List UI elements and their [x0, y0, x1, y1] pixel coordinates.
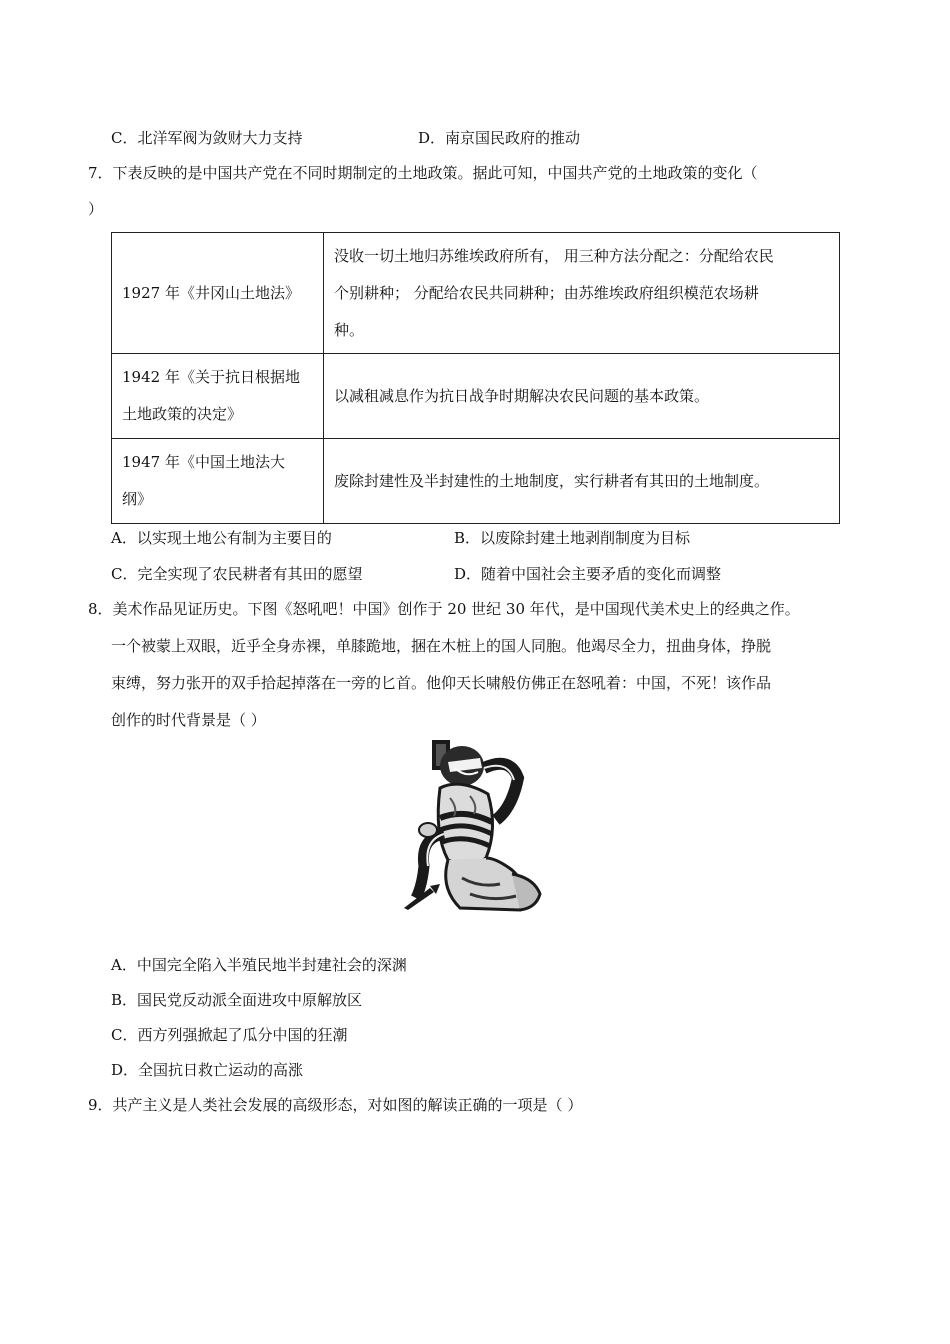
q8-stem-line2: 一个被蒙上双眼，近乎全身赤裸，单膝跪地，捆在木桩上的国人同胞。他竭尽全力，扭曲身体，挣脱	[111, 637, 772, 655]
q7-option-c: C．完全实现了农民耕者有其田的愿望	[111, 565, 363, 583]
q8-option-c: C．西方列强掀起了瓜分中国的狂潮	[111, 1026, 348, 1044]
period-cell	[112, 439, 324, 524]
q7-option-a: A．以实现土地公有制为主要目的	[111, 529, 332, 547]
q8-stem-line4: 创作的时代背景是（ ）	[111, 711, 266, 729]
q7-stem-line1: 7．下表反映的是中国共产党在不同时期制定的土地政策。据此可知，中国共产党的土地政策的变化（	[88, 164, 758, 182]
q9-stem-line1: 9．共产主义是人类社会发展的高级形态，对如图的解读正确的一项是（ ）	[88, 1096, 583, 1114]
policy-cell	[324, 233, 840, 354]
period-line: 1942 年《关于抗日根据地	[122, 368, 300, 386]
q8-option-a: A．中国完全陷入半殖民地半封建社会的深渊	[111, 956, 407, 974]
roar-china-woodcut-image	[400, 738, 550, 916]
period-cell	[112, 354, 324, 439]
policy-line: 没收一切土地归苏维埃政府所有， 用三种方法分配之：分配给农民	[334, 246, 774, 265]
policy-line: 种。	[334, 320, 365, 339]
q7-option-b: B．以废除封建土地剥削制度为目标	[454, 529, 691, 547]
period-cell: 1927 年《井冈山土地法》	[112, 233, 324, 354]
q6-option-d: D．南京国民政府的推动	[418, 129, 581, 147]
land-policy-table	[111, 232, 840, 524]
q7-stem-line2: ）	[88, 200, 104, 218]
table-row	[112, 233, 840, 354]
period-line: 1947 年《中国土地法大	[122, 453, 285, 471]
q8-stem-line1: 8．美术作品见证历史。下图《怒吼吧！中国》创作于 20 世纪 30 年代，是中国现代美术史上的经典之作。	[88, 600, 800, 618]
table-row	[112, 439, 840, 524]
policy-cell: 废除封建性及半封建性的土地制度，实行耕者有其田的土地制度。	[324, 439, 840, 524]
q6-option-c: C．北洋军阀为敛财大力支持	[111, 129, 303, 147]
period-line: 土地政策的决定》	[122, 405, 243, 423]
q7-option-d: D．随着中国社会主要矛盾的变化而调整	[454, 565, 722, 583]
period-line: 纲》	[122, 490, 153, 508]
q8-stem-line3: 束缚，努力张开的双手拾起掉落在一旁的匕首。他仰天长啸般仿佛正在怒吼着：中国，不死！该作品	[111, 674, 772, 692]
policy-line: 个别耕种； 分配给农民共同耕种；由苏维埃政府组织模范农场耕	[334, 283, 759, 302]
q8-option-b: B．国民党反动派全面进攻中原解放区	[111, 991, 363, 1009]
q8-option-d: D．全国抗日救亡运动的高涨	[111, 1061, 304, 1079]
table-row	[112, 354, 840, 439]
policy-cell: 以减租减息作为抗日战争时期解决农民问题的基本政策。	[324, 354, 840, 439]
